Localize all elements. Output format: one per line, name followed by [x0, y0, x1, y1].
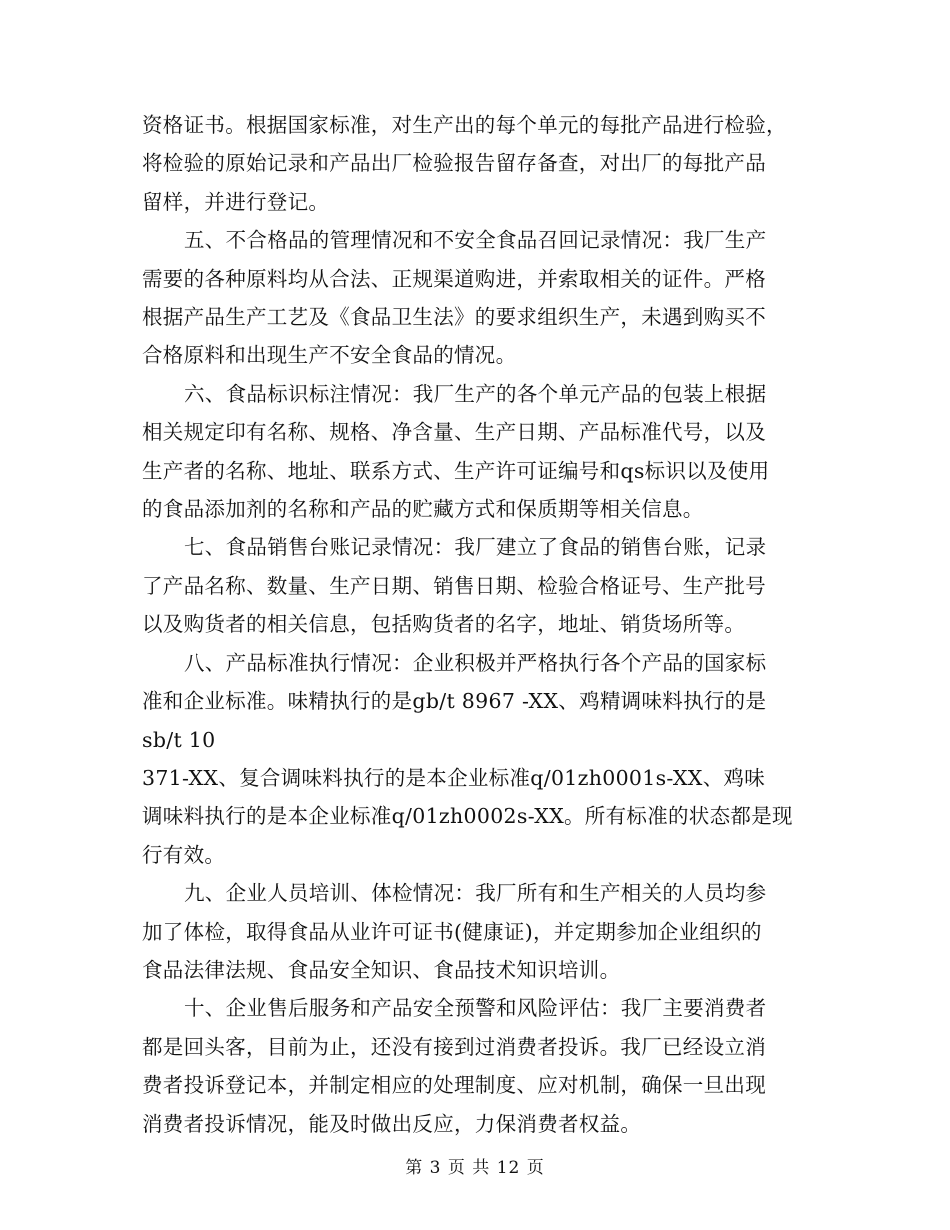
text-line: 加了体检，取得食品从业许可证书(健康证)，并定期参加企业组织的 [142, 919, 762, 944]
body-text [142, 106, 812, 1143]
text-line: 调味料执行的是本企业标准q/01zh0002s-XX。所有标准的状态都是现 [142, 804, 793, 829]
text-line: 消费者投诉情况，能及时做出反应，力保消费者权益。 [142, 1111, 642, 1136]
text-line: 根据产品生产工艺及《食品卫生法》的要求组织生产，未遇到购买不 [142, 305, 766, 330]
text-line: 九、企业人员培训、体检情况：我厂所有和生产相关的人员均参 [184, 881, 767, 906]
text-line: 以及购货者的相关信息，包括购货者的名字，地址、销货场所等。 [142, 612, 746, 637]
text-line: 五、不合格品的管理情况和不安全食品召回记录情况：我厂生产 [184, 228, 767, 253]
text-line: 费者投诉登记本，并制定相应的处理制度、应对机制，确保一旦出现 [142, 1073, 766, 1098]
text-line: 都是回头客，目前为止，还没有接到过消费者投诉。我厂已经设立消 [142, 1034, 766, 1059]
text-line: 八、产品标准执行情况：企业积极并严格执行各个产品的国家标 [184, 650, 767, 675]
text-line: 资格证书。根据国家标准，对生产出的每个单元的每批产品进行检验， [142, 113, 787, 137]
text-line: 371-XX、复合调味料执行的是本企业标准q/01zh0001s-XX、鸡味 [142, 765, 766, 790]
text-line: 相关规定印有名称、规格、净含量、生产日期、产品标准代号，以及 [142, 420, 766, 445]
text-line: 了产品名称、数量、生产日期、销售日期、检验合格证号、生产批号 [142, 573, 766, 598]
text-line: 七、食品销售台账记录情况：我厂建立了食品的销售台账，记录 [184, 535, 767, 560]
text-line: 食品法律法规、食品安全知识、食品技术知识培训。 [142, 957, 621, 982]
text-line: 的食品添加剂的名称和产品的贮藏方式和保质期等相关信息。 [142, 497, 704, 522]
text-line: 行有效。 [142, 842, 226, 867]
text-line: sb/t 10 [142, 727, 216, 752]
text-line: 生产者的名称、地址、联系方式、生产许可证编号和qs标识以及使用 [142, 458, 770, 483]
text-line: 准和企业标准。味精执行的是gb/t 8967 -XX、鸡精调味料执行的是 [142, 689, 767, 714]
text-line: 将检验的原始记录和产品出厂检验报告留存备查，对出厂的每批产品 [142, 151, 766, 176]
text-line: 需要的各种原料均从合法、正规渠道购进，并索取相关的证件。严格 [142, 266, 766, 291]
text-line: 合格原料和出现生产不安全食品的情况。 [142, 343, 517, 368]
page-footer: 第 3 页 共 12 页 [405, 1158, 545, 1178]
text-line: 十、企业售后服务和产品安全预警和风险评估：我厂主要消费者 [184, 996, 767, 1021]
text-line: 六、食品标识标注情况：我厂生产的各个单元产品的包装上根据 [184, 381, 767, 406]
text-line: 留样，并进行登记。 [142, 189, 330, 214]
